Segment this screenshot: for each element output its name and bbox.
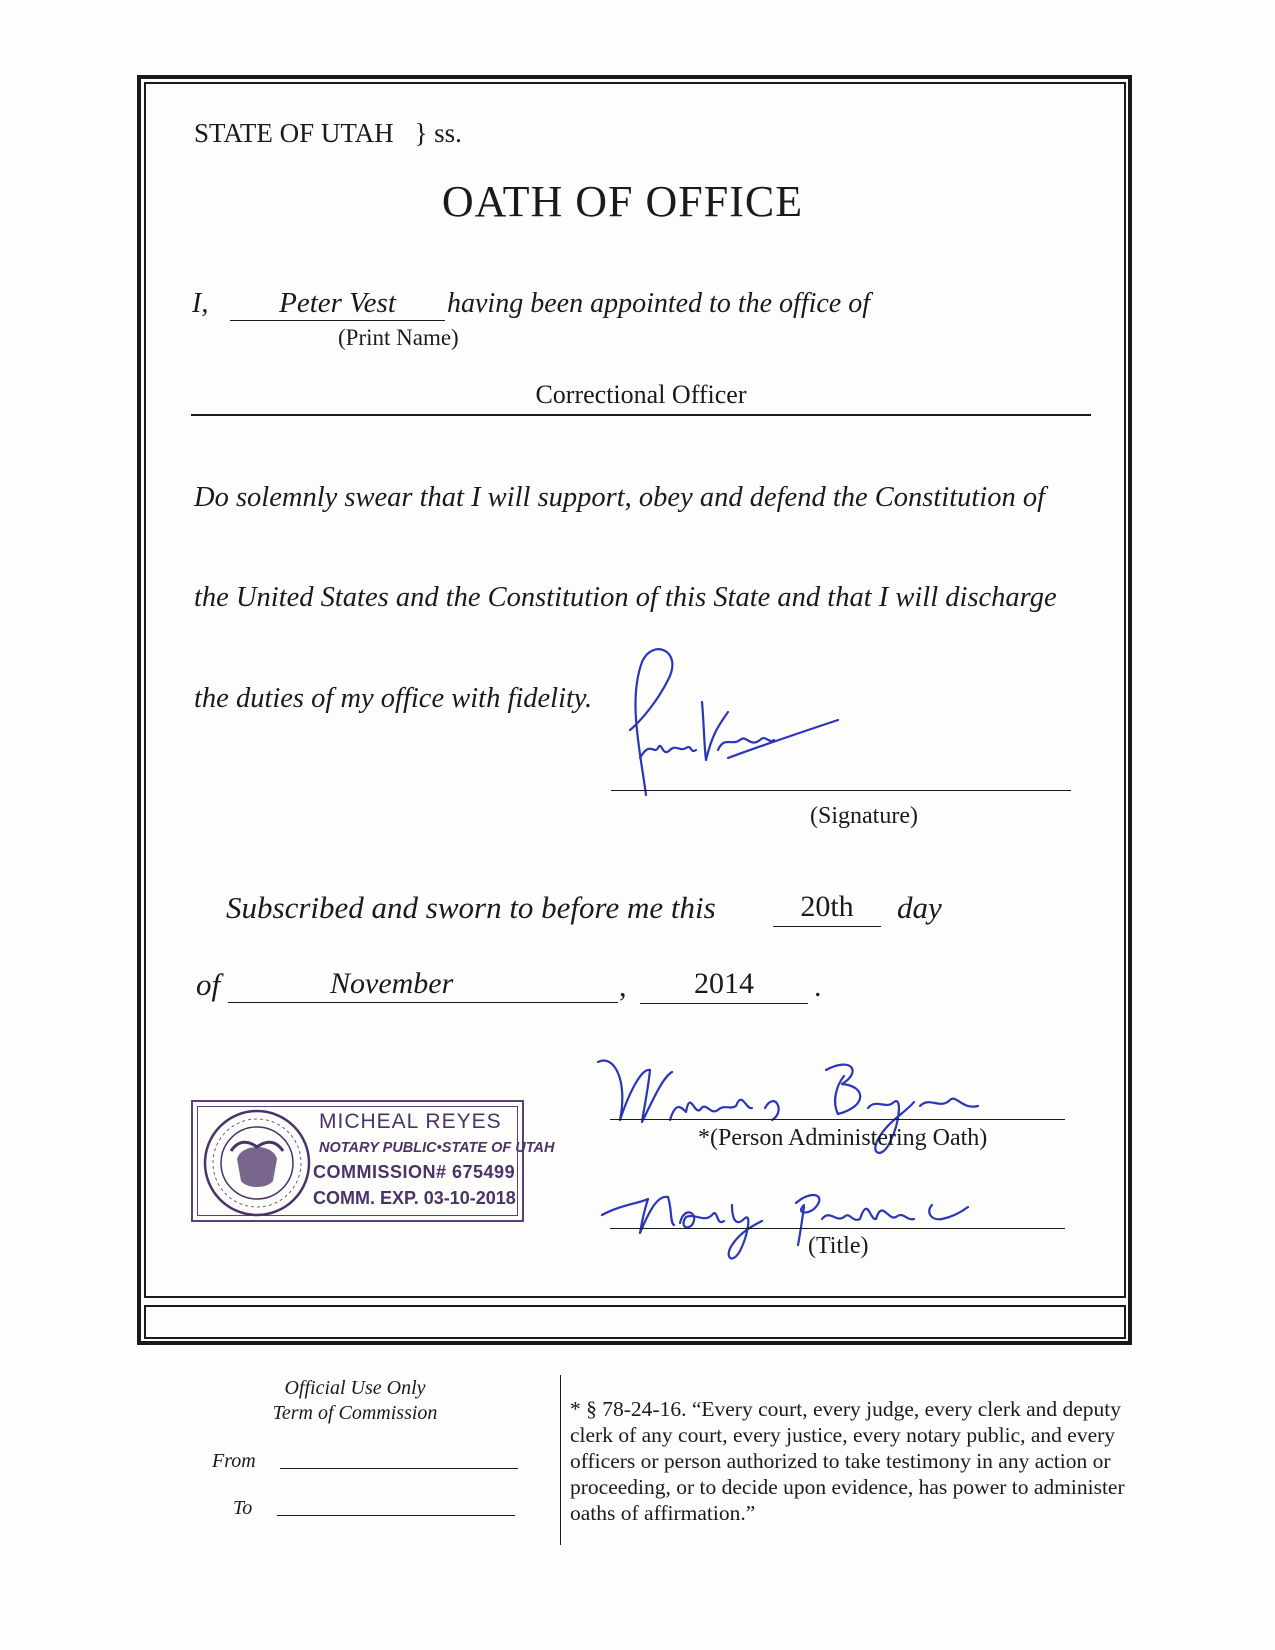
signature-caption: (Signature): [810, 803, 918, 829]
from-label: From: [212, 1450, 256, 1472]
print-name-field: Peter Vest: [230, 287, 445, 321]
subscribed-text: Subscribed and sworn to before me this: [226, 890, 716, 925]
oath-line-2: the United States and the Constitution of this State and that I will discharge: [194, 582, 1057, 613]
office-field: Correctional Officer: [191, 380, 1091, 416]
stamp-notary-title: NOTARY PUBLIC•STATE OF UTAH: [319, 1140, 555, 1156]
state-name: STATE OF UTAH: [194, 118, 394, 148]
day-word: day: [897, 890, 942, 925]
comma: ,: [619, 970, 627, 1003]
stamp-expiration: COMM. EXP. 03-10-2018: [313, 1188, 516, 1208]
print-name-caption: (Print Name): [338, 325, 459, 350]
state-seal-icon: [201, 1107, 313, 1219]
official-use-heading: Official Use Only: [284, 1377, 426, 1399]
month-field: November: [228, 967, 618, 1003]
year-field: 2014: [640, 967, 808, 1004]
appointed-text: having been appointed to the office of: [447, 288, 871, 319]
title-caption: (Title): [808, 1233, 869, 1259]
title-signature: [600, 1175, 1020, 1275]
statute-note: * § 78-24-16. “Every court, every judge, every clerk and deputy clerk of any court, every justice, every notary public, and every officers or person authorized to take testimony in any action or proceeding, or to decide upon evidence, has power to administer oaths of affirmation.”: [570, 1397, 1125, 1525]
oath-line-1: Do solemnly swear that I will support, obey and defend the Constitution of: [194, 482, 1045, 513]
signature-line: [611, 790, 1071, 791]
appointee-signature: [600, 640, 860, 820]
administrator-line: [610, 1119, 1065, 1120]
of-word: of: [196, 967, 221, 1002]
ss-mark: } ss.: [414, 118, 462, 148]
state-line: [194, 118, 462, 149]
document-title: OATH OF OFFICE: [441, 177, 804, 226]
oath-line-3: the duties of my office with fidelity.: [194, 683, 593, 714]
to-label: To: [233, 1497, 253, 1519]
period: .: [814, 970, 822, 1003]
day-field: 20th: [773, 890, 881, 927]
footer-divider: [560, 1375, 561, 1545]
term-of-commission-heading: Term of Commission: [272, 1402, 438, 1424]
title-line: [610, 1228, 1065, 1229]
from-field[interactable]: [280, 1468, 518, 1469]
notary-stamp: [191, 1100, 555, 1222]
administrator-caption: *(Person Administering Oath): [698, 1125, 988, 1151]
stamp-commission: COMMISSION# 675499: [313, 1162, 516, 1182]
stamp-notary-name: MICHEAL REYES: [319, 1110, 502, 1133]
to-field[interactable]: [277, 1515, 515, 1516]
i-prefix: I,: [192, 288, 209, 319]
bottom-border-strip: [144, 1305, 1126, 1339]
